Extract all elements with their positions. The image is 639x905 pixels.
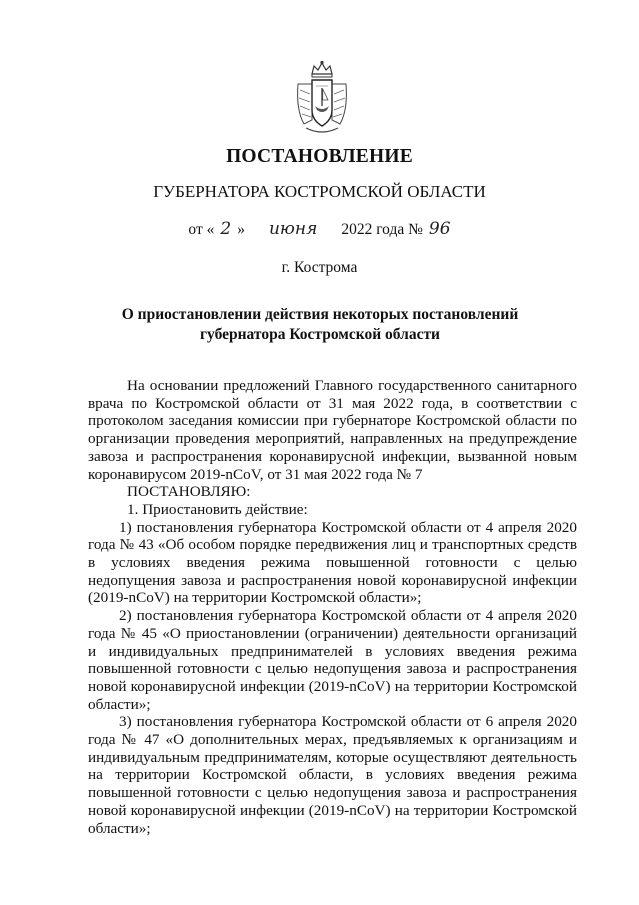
document-heading: О приостановлении действия некоторых постановлений губернатора Костромской области — [121, 306, 519, 343]
date-month: июня — [268, 219, 318, 239]
city: г. Кострома — [281, 259, 358, 276]
coat-of-arms-icon — [294, 60, 350, 136]
date-day: 2 — [220, 219, 232, 239]
decree-word: ПОСТАНОВЛЯЮ: — [127, 483, 251, 501]
document-number: 96 — [428, 219, 451, 239]
document-title: ПОСТАНОВЛЕНИЕ — [226, 146, 413, 167]
preamble-paragraph: На основании предложений Главного государственного санитарного врача по Костромской области от 31 мая 2022 года, в соответствии с протоколом заседания комиссии при губернаторе Костромской области по организации проведения мероприятий, направленных на предупреждение завоза и распространения коронавирусной инфекции, вызванной новым коронавирусом 2019-nCoV, от 31 мая 2022 года № 7 — [88, 377, 577, 483]
date-prefix: от « — [188, 221, 215, 238]
subitem-3: 3) постановления губернатора Костромской области от 6 апреля 2020 года № 47 «О дополнительных мерах, предъявляемых к организациям и индивидуальным предпринимателям, которые осуществляют деятельность на территории Костромской области, в условиях введения режима повышенной готовности с целью недопущения завоза и распространения новой коронавирусной инфекции (2019-nCoV) на территории Костромской области»; — [88, 713, 577, 837]
date-line — [0, 219, 639, 239]
item-1-title: 1. Приостановить действие: — [127, 500, 308, 518]
date-year: 2022 года № — [341, 221, 423, 238]
subitem-2: 2) постановления губернатора Костромской области от 4 апреля 2020 года № 45 «О приостановлении (ограничении) деятельности организаций и индивидуальных предпринимателей в условиях введения режима повышенной готовности с целью недопущения завоза и распространения новой коронавирусной инфекции (2019-nCoV) на территории Костромской области»; — [88, 607, 577, 713]
date-close-quote: » — [237, 221, 245, 238]
document-body — [88, 377, 577, 837]
subitem-1: 1) постановления губернатора Костромской области от 4 апреля 2020 года № 43 «Об особом порядке передвижения лиц и транспортных средств в условиях введения режима повышенной готовности с целью недопущения завоза и распространения новой коронавирусной инфекции (2019-nCoV) на территории Костромской области»; — [88, 518, 577, 607]
issuer-subtitle: ГУБЕРНАТОРА КОСТРОМСКОЙ ОБЛАСТИ — [153, 182, 486, 201]
